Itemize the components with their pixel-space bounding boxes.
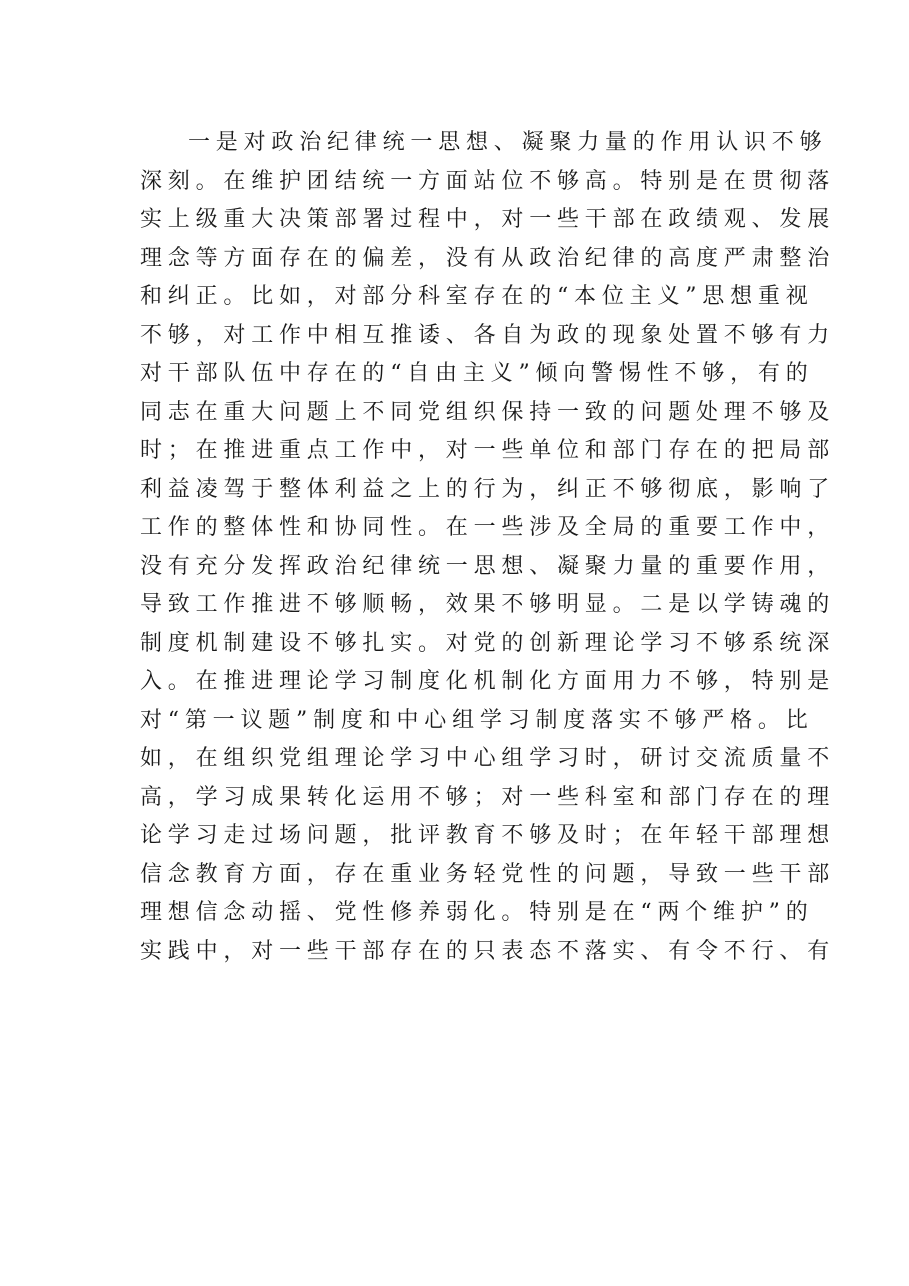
text-line: 一是对政治纪律统一思想、凝聚力量的作用认识不够 [188, 130, 828, 155]
text-line: 入。在推进理论学习制度化机制化方面用力不够，特别是 [140, 669, 836, 694]
text-line: 深刻。在维护团结统一方面站位不够高。特别是在贯彻落 [140, 168, 836, 194]
text-line: 利益凌驾于整体利益之上的行为，纠正不够彻底，影响了 [140, 476, 836, 502]
text-line: 和纠正。比如，对部分科室存在的“本位主义”思想重视 [140, 284, 814, 309]
body-paragraph [140, 124, 836, 971]
text-line: 没有充分发挥政治纪律统一思想、凝聚力量的重要作用， [140, 553, 836, 579]
text-line: 导致工作推进不够顺畅，效果不够明显。二是以学铸魂的 [140, 592, 836, 617]
text-line: 实上级重大决策部署过程中，对一些干部在政绩观、发展 [140, 207, 836, 232]
text-line: 时；在推进重点工作中，对一些单位和部门存在的把局部 [140, 438, 836, 463]
text-line: 对“第一议题”制度和中心组学习制度落实不够严格。比 [140, 707, 814, 733]
text-line: 如，在组织党组理论学习中心组学习时，研讨交流质量不 [140, 746, 836, 771]
text-line: 信念教育方面，存在重业务轻党性的问题，导致一些干部 [140, 861, 836, 887]
text-line: 工作的整体性和协同性。在一些涉及全局的重要工作中， [140, 515, 836, 540]
text-line: 制度机制建设不够扎实。对党的创新理论学习不够系统深 [140, 630, 836, 656]
text-line: 理念等方面存在的偏差，没有从政治纪律的高度严肃整治 [140, 245, 836, 271]
text-line: 高，学习成果转化运用不够；对一些科室和部门存在的理 [140, 784, 836, 810]
text-line: 实践中，对一些干部存在的只表态不落实、有令不行、有 [140, 938, 836, 964]
text-line: 对干部队伍中存在的“自由主义”倾向警惕性不够，有的 [140, 361, 814, 386]
text-line: 理想信念动摇、党性修养弱化。特别是在“两个维护”的 [140, 900, 814, 925]
text-line: 论学习走过场问题，批评教育不够及时；在年轻干部理想 [140, 823, 836, 848]
text-line: 不够，对工作中相互推诿、各自为政的现象处置不够有力 [140, 322, 836, 348]
text-line: 同志在重大问题上不同党组织保持一致的问题处理不够及 [140, 399, 836, 425]
